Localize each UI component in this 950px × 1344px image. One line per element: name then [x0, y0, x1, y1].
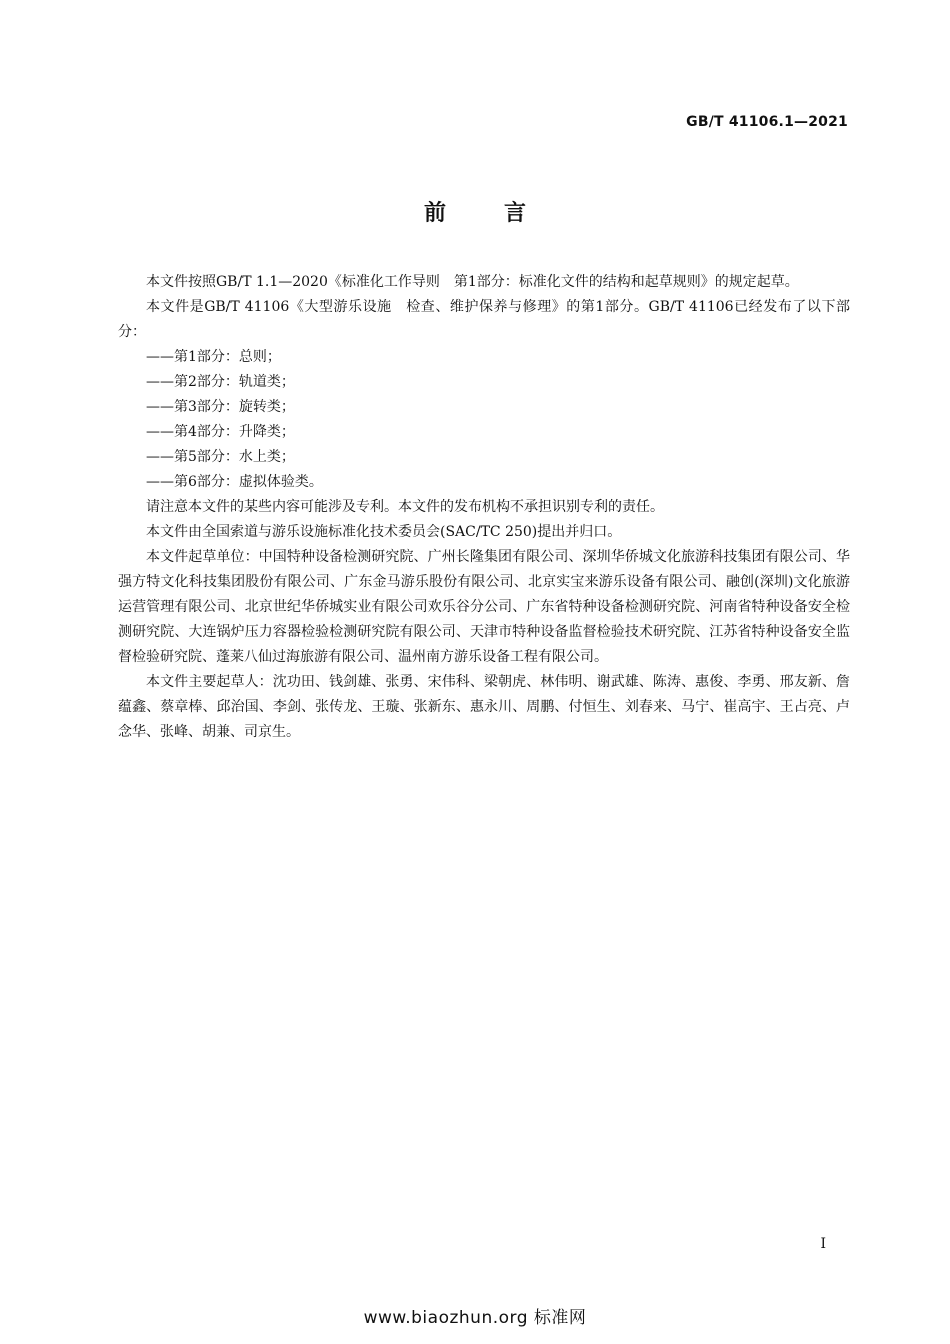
list-item-part-1: ——第1部分：总则； — [146, 349, 281, 365]
list-item-part-2: ——第2部分：轨道类； — [146, 374, 295, 390]
paragraph-drafters: 本文件主要起草人：沈功田、钱剑雄、张勇、宋伟科、梁朝虎、林伟明、谢武雄、陈涛、惠俊、李勇、邢友新、詹蕴鑫、蔡章棒、邱治国、李剑、张传龙、王璇、张新东、惠永川、周鹏、付恒生、刘春来、马宁、崔高宇、王占亮、卢念华、张峰、胡兼、司京生。 — [118, 674, 850, 740]
list-item-part-5: ——第5部分：水上类； — [146, 449, 295, 465]
paragraph-drafting-units: 本文件起草单位：中国特种设备检测研究院、广州长隆集团有限公司、深圳华侨城文化旅游科技集团有限公司、华强方特文化科技集团股份有限公司、广东金马游乐股份有限公司、北京实宝来游乐设备有限公司、融创(深圳)文化旅游运营管理有限公司、北京世纪华侨城实业有限公司欢乐谷分公司、广东省特种设备检测研究院、河南省特种设备安全检测研究院、大连锅炉压力容器检验检测研究院有限公司、天津市特种设备监督检验技术研究院、江苏省特种设备安全监督检验研究院、蓬莱八仙过海旅游有限公司、温州南方游乐设备工程有限公司。 — [118, 549, 850, 665]
standard-code: GB/T 41106.1—2021 — [686, 114, 848, 130]
paragraph-patent-notice: 请注意本文件的某些内容可能涉及专利。本文件的发布机构不承担识别专利的责任。 — [146, 499, 664, 515]
paragraph-committee: 本文件由全国索道与游乐设施标准化技术委员会(SAC/TC 250)提出并归口。 — [146, 524, 622, 540]
list-item-part-3: ——第3部分：旋转类； — [146, 399, 295, 415]
page-title: 前言 — [423, 201, 584, 226]
page-number: I — [820, 1236, 826, 1252]
paragraph-drafting-rules: 本文件按照GB/T 1.1—2020《标准化工作导则 第1部分：标准化文件的结构和起草规则》的规定起草。 — [146, 274, 799, 290]
footer-watermark: www.biaozhun.org 标准网 — [363, 1308, 587, 1328]
paragraph-document-part: 本文件是GB/T 41106《大型游乐设施 检查、维护保养与修理》的第1部分。GB/T 41106已经发布了以下部分： — [118, 299, 850, 340]
list-item-part-4: ——第4部分：升降类； — [146, 424, 295, 440]
foreword-body — [118, 270, 850, 745]
list-item-part-6: ——第6部分：虚拟体验类。 — [146, 474, 323, 490]
